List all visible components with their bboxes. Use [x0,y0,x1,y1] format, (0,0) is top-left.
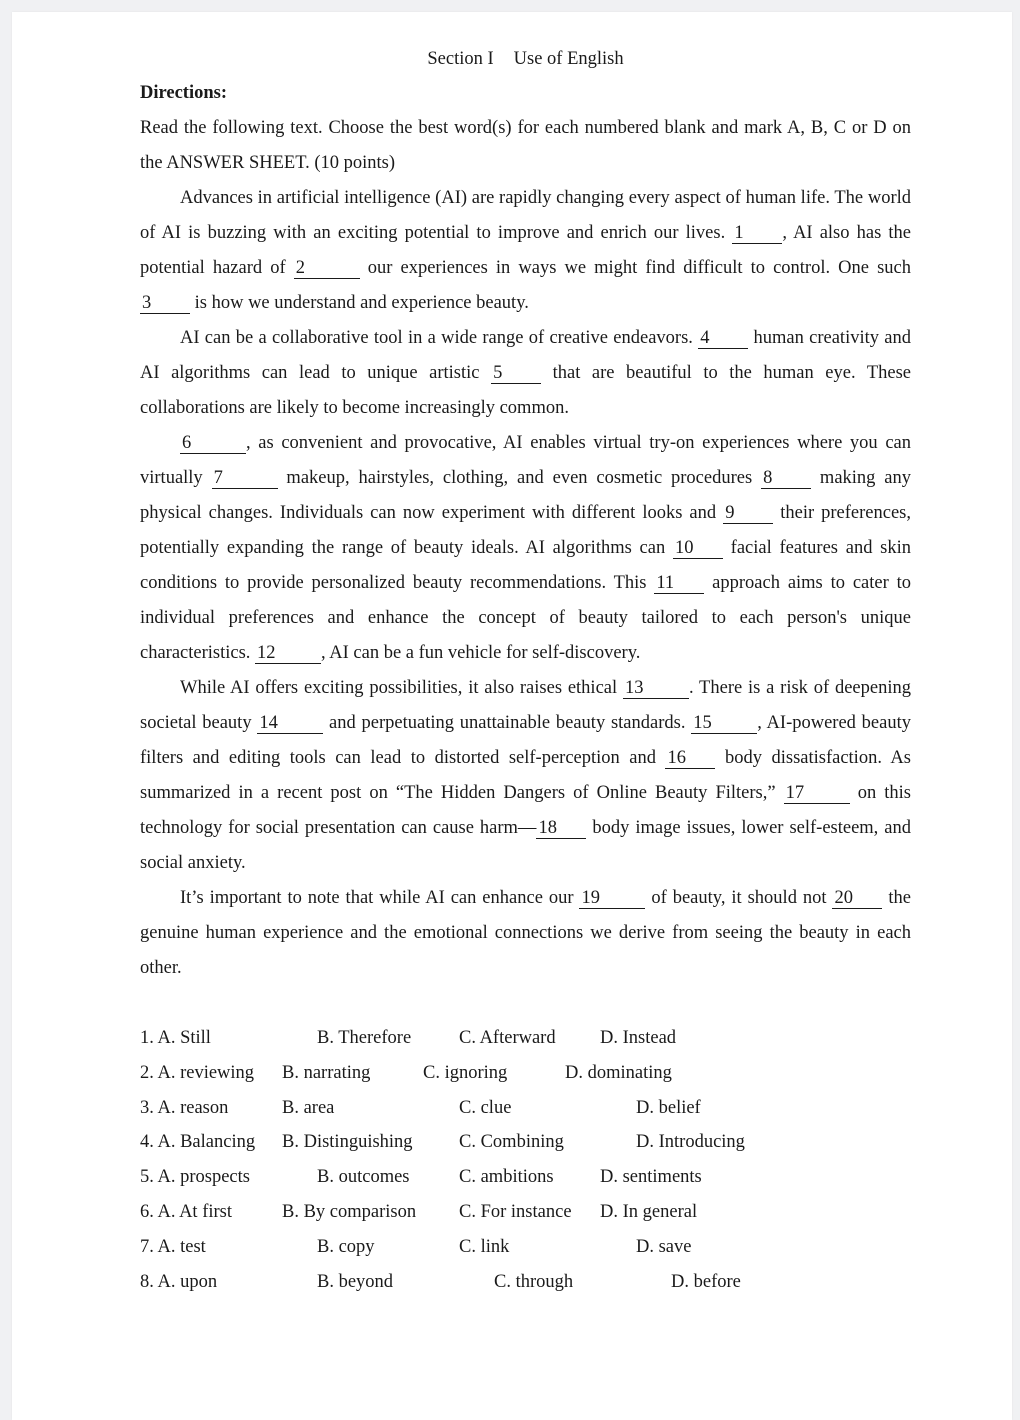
section-title-part2: Use of English [513,49,624,69]
passage-text: body dissatisfaction. As summarized in a recent post on “The Hidden Dangers of Online Beauty Filters,” [140,748,911,803]
blank-8: 8 [761,468,811,489]
option-d: D. dominating [565,1062,672,1083]
blank-15: 15 [691,713,757,734]
passage-text: our experiences in ways we might find difficult to control. One such [359,258,911,278]
option-c: C. clue [459,1097,512,1118]
passage-text: makeup, hairstyles, clothing, and even cosmetic procedures [277,468,762,488]
option-b: B. outcomes [317,1167,410,1188]
blank-12: 12 [255,643,321,664]
document-page [12,12,1012,1420]
option-c: C. Combining [459,1132,564,1153]
blank-11: 11 [654,573,704,594]
passage-text: body image issues, lower self-esteem, and social anxiety. [140,818,911,873]
directions-text: Read the following text. Choose the best word(s) for each numbered blank and mark A, B, C or D on the ANSWER SHEET. (10 points) [140,118,911,173]
option-d: D. Introducing [636,1132,745,1153]
blank-9: 9 [723,503,773,524]
blank-3: 3 [140,293,190,314]
option-d: D. In general [600,1201,698,1222]
option-c: C. ignoring [423,1062,508,1083]
passage-text: , as convenient and provocative, AI enables virtual try-on experiences where you can virtually [140,433,911,488]
passage-text: is how we understand and experience beauty. [190,293,529,313]
question-options-row [140,1195,911,1230]
passage-text: , AI can be a fun vehicle for self-discovery. [321,643,641,663]
blank-17: 17 [784,783,850,804]
option-a: 2. A. reviewing [140,1062,255,1083]
passage-paragraph-4 [140,671,911,881]
option-a: 4. A. Balancing [140,1132,256,1153]
passage-paragraph-2 [140,321,911,426]
passage-text: AI can be a collaborative tool in a wide range of creative endeavors. [180,328,699,348]
option-d: D. sentiments [600,1167,702,1188]
passage-text: the genuine human experience and the emotional connections we derive from seeing the beauty in each other. [140,888,911,978]
option-b: B. beyond [317,1271,394,1292]
blank-19: 19 [579,888,645,909]
blank-4: 4 [698,328,748,349]
option-c: C. For instance [459,1201,572,1222]
question-options-row [140,1021,911,1056]
option-b: B. area [282,1097,335,1118]
passage-text: their preferences, potentially expanding the range of beauty ideals. AI algorithms can [140,503,912,558]
option-a: 8. A. upon [140,1271,218,1292]
passage-text: . There is a risk of deepening societal beauty [140,678,911,733]
blank-5: 5 [491,363,541,384]
section-title-part1: Section I [427,49,494,69]
option-a: 6. A. At first [140,1201,232,1222]
blank-10: 10 [673,538,723,559]
option-c: C. link [459,1236,510,1257]
passage-text: facial features and skin conditions to provide personalized beauty recommendations. This [140,538,912,593]
question-options-row [140,1230,911,1265]
option-b: B. Distinguishing [282,1132,413,1153]
directions-heading: Directions: [140,83,227,103]
question-options-row [140,1091,911,1126]
option-d: D. Instead [600,1028,677,1048]
passage-text: on this technology for social presentation can cause harm— [140,783,911,838]
blank-16: 16 [665,748,715,769]
blank-20: 20 [832,888,882,909]
passage-text: of beauty, it should not [645,888,833,908]
option-d: D. save [636,1236,692,1257]
option-a: 3. A. reason [140,1097,229,1118]
passage-text: While AI offers exciting possibilities, it also raises ethical [180,678,623,698]
option-d: D. belief [636,1097,701,1118]
section-title [140,42,911,76]
option-a: 1. A. Still [140,1028,211,1048]
option-b: B. Therefore [317,1028,412,1048]
blank-14: 14 [257,713,323,734]
passage-text: approach aims to cater to individual preferences and enhance the concept of beauty tailored to each person's unique characteristics. [140,573,911,663]
passage-text: It’s important to note that while AI can enhance our [180,888,580,908]
passage-text: human creativity and AI algorithms can lead to unique artistic [140,328,911,383]
option-b: B. narrating [282,1062,371,1083]
passage-text: , AI-powered beauty filters and editing tools can lead to distorted self-perception and [140,713,911,768]
passage-paragraph-1 [140,181,911,321]
passage-text: Advances in artificial intelligence (AI) are rapidly changing every aspect of human life. The world of AI is buzzing with an exciting potential to improve and enrich our lives. [140,188,911,243]
passage-text: and perpetuating unattainable beauty standards. [323,713,692,733]
question-options-row [140,1265,911,1300]
blank-1: 1 [732,223,782,244]
blank-7: 7 [212,468,278,489]
passage-text: , AI also has the potential hazard of [140,223,911,278]
passage-text: that are beautiful to the human eye. These collaborations are likely to become increasingly common. [140,363,911,418]
option-c: C. ambitions [459,1167,554,1188]
option-c: C. through [494,1271,574,1292]
passage-paragraph-5 [140,881,911,986]
option-c: C. Afterward [459,1028,556,1048]
option-b: B. By comparison [282,1201,417,1222]
question-options-row [140,1160,911,1195]
question-options-row [140,1056,911,1091]
option-a: 5. A. prospects [140,1167,250,1188]
blank-2: 2 [294,258,360,279]
passage-paragraph-3 [140,426,911,671]
passage-text: making any physical changes. Individuals can now experiment with different looks and [140,468,912,523]
question-options-row [140,1125,911,1160]
option-d: D. before [671,1271,741,1292]
document-content [140,42,911,1299]
option-b: B. copy [317,1236,375,1257]
blank-13: 13 [623,678,689,699]
blank-18: 18 [536,818,586,839]
option-a: 7. A. test [140,1236,206,1257]
blank-6: 6 [180,433,246,454]
answer-options [140,1021,911,1299]
